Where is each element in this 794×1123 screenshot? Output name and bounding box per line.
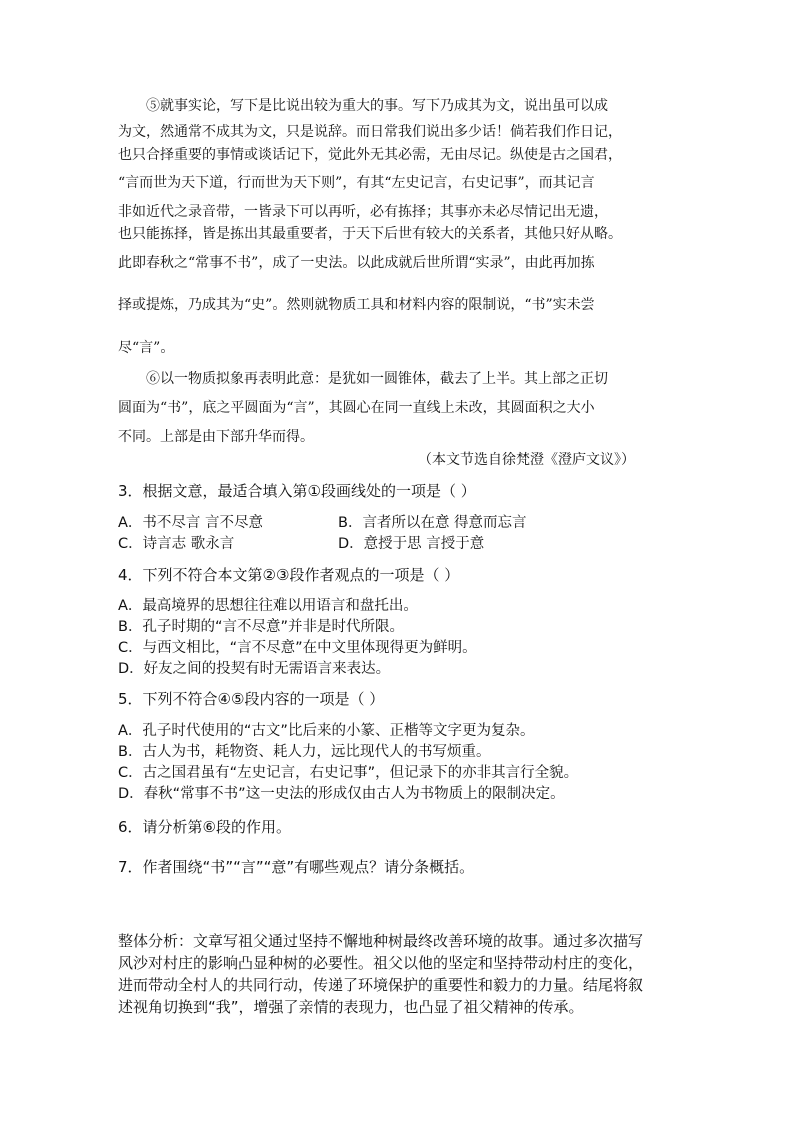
- passage-source: （本文节选自徐梵澄《澄庐文议》）: [418, 452, 635, 468]
- summary-line: 述视角切换到“我”，增强了亲情的表现力，也凸显了祖父精神的传承。: [118, 998, 584, 1016]
- passage-line: 此即春秋之“常事不书”，成了一史法。以此成就后世所谓“实录”，由此再加拣: [118, 255, 595, 271]
- option-a: A．最高境界的思想往往难以用语言和盘托出。: [118, 598, 418, 614]
- option-d: D．春秋“常事不书”这一史法的形成仅由古人为书物质上的限制决定。: [118, 786, 565, 802]
- passage-line: 尽“言”。: [118, 340, 175, 356]
- option-c: C．与西文相比，“言不尽意”在中文里体现得更为鲜明。: [118, 640, 477, 656]
- passage-line: 圆面为“书”，底之平圆面为“言”，其圆心在同一直线上未改，其圆面积之大小: [118, 400, 595, 416]
- passage-line: ⑤就事实论，写下是比说出较为重大的事。写下乃成其为文，说出虽可以成: [146, 98, 608, 114]
- question-6: 6．请分析第⑥段的作用。: [118, 818, 291, 836]
- option-c: C．古之国君虽有“左史记言，右史记事”，但记录下的亦非其言行全貌。: [118, 765, 579, 781]
- option-d: D．意授于思 言授于意: [338, 536, 485, 552]
- question-stem: 3．根据文意，最适合填入第①段画线处的一项是（ ）: [118, 482, 476, 500]
- question-7: 7．作者围绕“书”“言”“意”有哪些观点？请分条概括。: [118, 858, 475, 876]
- summary-line: 进而带动全村人的共同行动，传递了环境保护的重要性和毅力的力量。结尾将叙: [118, 976, 644, 994]
- question-stem: 5．下列不符合④⑤段内容的一项是（ ）: [118, 690, 385, 708]
- passage-line: 不同。上部是由下部升华而得。: [118, 429, 314, 445]
- passage-line: 择或提炼，乃成其为“史”。然则就物质工具和材料内容的限制说，“书”实未尝: [118, 297, 595, 313]
- option-b: B．孔子时期的“言不尽意”并非是时代所限。: [118, 619, 404, 635]
- passage-line: 非如近代之录音带，一皆录下可以再听，必有拣择；其事亦未必尽情记出无遗，: [118, 204, 608, 220]
- summary-line: 风沙对村庄的影响凸显种树的必要性。祖父以他的坚定和坚持带动村庄的变化，: [118, 954, 644, 972]
- option-b: B．古人为书，耗物资、耗人力，远比现代人的书写烦重。: [118, 744, 491, 760]
- passage-line: ⑥以一物质拟象再表明此意：是犹如一圆锥体，截去了上半。其上部之正切: [146, 371, 608, 387]
- passage-line: 为文，然通常不成其为文，只是说辞。而日常我们说出多少话！倘若我们作日记，: [118, 124, 622, 140]
- option-c: C．诗言志 歌永言: [118, 536, 235, 552]
- option-b: B．言者所以在意 得意而忘言: [338, 515, 527, 531]
- passage-line: 也只能拣择，皆是拣出其最重要者，于天下后世有较大的关系者，其他只好从略。: [118, 226, 622, 242]
- option-d: D．好友之间的投契有时无需语言来表达。: [118, 661, 391, 677]
- question-stem: 4．下列不符合本文第②③段作者观点的一项是（ ）: [118, 566, 460, 584]
- passage-line: “言而世为天下道，行而世为天下则”，有其“左史记言，右史记事”，而其记言: [118, 175, 595, 191]
- option-a: A．书不尽言 言不尽意: [118, 515, 264, 531]
- summary-line: 整体分析：文章写祖父通过坚持不懈地种树最终改善环境的故事。通过多次描写: [118, 932, 644, 950]
- passage-line: 也只合择重要的事情或谈话记下，觉此外无其必需，无由尽记。纵使是古之国君，: [118, 147, 622, 163]
- option-a: A．孔子时代使用的“古文”比后来的小篆、正楷等文字更为复杂。: [118, 723, 535, 739]
